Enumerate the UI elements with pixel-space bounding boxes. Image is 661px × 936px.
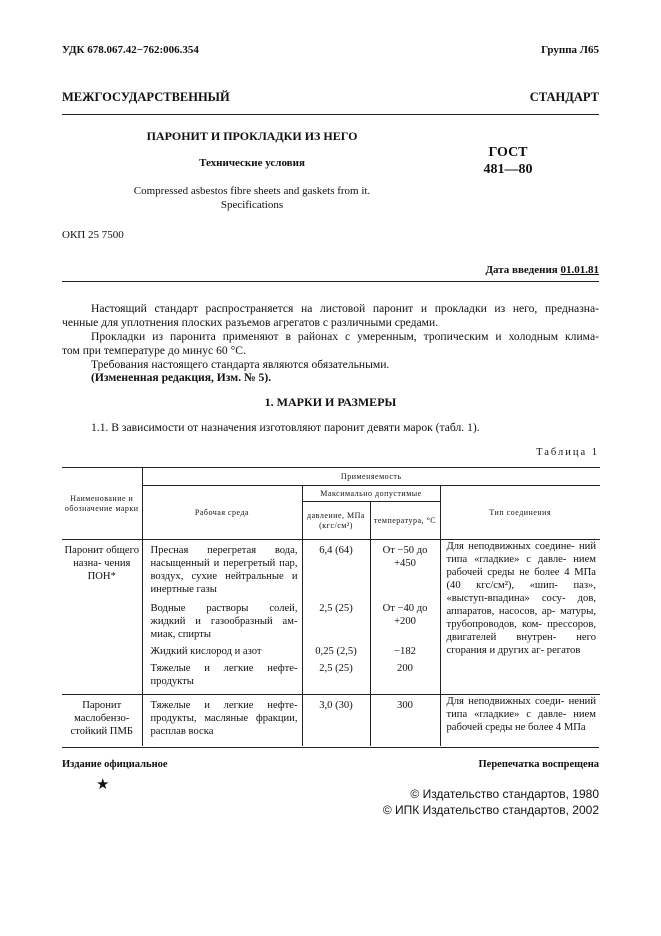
english-title-line-1: Compressed asbestos fibre sheets and gaskets from it. — [133, 185, 371, 197]
temperature-cell: 200 — [370, 658, 440, 695]
table-caption: Таблица 1 — [536, 447, 599, 458]
table-row — [62, 540, 600, 597]
banner-word-2: СТАНДАРТ — [529, 90, 599, 104]
gost-label: ГОСТ — [488, 145, 528, 160]
date-rule — [62, 281, 599, 282]
environment-cell: Тяжелые и легкие нефте- продукты — [142, 658, 302, 695]
environment-cell: Пресная перегретая вода, насыщенный и перегретый пар, воздух, сухие нейтральные и инертные газы — [142, 540, 302, 597]
header-environment: Рабочая среда — [142, 486, 302, 540]
header-applicability: Применяемость — [142, 468, 600, 486]
intro-date — [485, 264, 599, 276]
paragraph-3 — [62, 358, 599, 372]
section-title: 1. МАРКИ И РАЗМЕРЫ — [264, 395, 397, 409]
paragraph-2 — [62, 330, 599, 358]
banner-rule — [62, 114, 599, 115]
brand-name: Паронит маслобензо- стойкий ПМБ — [62, 695, 142, 747]
banner-word-1: МЕЖГОСУДАРСТВЕННЫЙ — [62, 90, 230, 104]
temperature-cell: 300 — [370, 695, 440, 747]
star-icon: ★ — [96, 777, 110, 793]
connection-cell: Для неподвижных соедине- ний типа «гладкие» с давле- нием рабочей среды не более 4 МПа (40 кгс/см²), «шип- паз», «выступ-впадина» сосу- дов, аппаратов, насосов, ар- матуры, трубопроводов, ком- прессоров, двигателей внутрен- него сгорания и других аг- регатов — [446, 541, 596, 656]
document-subtitle: Технические условия — [199, 157, 305, 169]
paragraph-line: Настоящий стандарт распространяется на листовой паронит и прокладки из него, предназна- — [91, 302, 599, 315]
document-title: ПАРОНИТ И ПРОКЛАДКИ ИЗ НЕГО — [146, 129, 358, 143]
pressure-cell: 2,5 (25) — [302, 658, 370, 695]
group-code: Группа Л65 — [541, 44, 599, 56]
header-max-allowed: Максимально допустимые — [302, 486, 440, 502]
pressure-cell: 2,5 (25) — [302, 596, 370, 641]
environment-cell: Водные растворы солей, жидкий и газообразный ам- миак, спирты — [142, 596, 302, 641]
temperature-cell: −182 — [370, 641, 440, 658]
header-name: Наименование и обозначение марки — [62, 468, 142, 540]
temperature-cell: От −50 до +450 — [370, 540, 440, 597]
header-pressure: давление, МПа (кгс/см²) — [302, 502, 370, 540]
header-connection: Тип соединения — [440, 486, 600, 540]
intro-date-label: Дата введения — [485, 264, 558, 276]
clause-1-1: 1.1. В зависимости от назначения изготовляют паронит девяти марок (табл. 1). — [91, 421, 480, 434]
environment-cell: Жидкий кислород и азот — [142, 641, 302, 658]
amendment-note — [62, 371, 599, 385]
temperature-cell: От −40 до +200 — [370, 596, 440, 641]
okp-code: ОКП 25 7500 — [62, 229, 124, 241]
brands-table — [62, 467, 600, 746]
pressure-cell: 0,25 (2,5) — [302, 641, 370, 658]
paragraph-line: Прокладки из паронита применяют в районах с умеренным, тропическим и холодным климa- — [91, 330, 599, 343]
intro-date-value: 01.01.81 — [560, 264, 599, 276]
paragraph-1 — [62, 302, 599, 330]
english-title-line-2: Specifications — [220, 199, 284, 211]
table-row — [62, 695, 600, 747]
brand-name: Паронит общего назна- чения ПОН* — [62, 540, 142, 695]
pressure-cell: 3,0 (30) — [302, 695, 370, 747]
gost-designation — [478, 144, 538, 178]
environment-cell: Тяжелые и легкие нефте- продукты, масляные фракции, расплав воска — [142, 695, 302, 747]
copyright-1980: © Издательство стандартов, 1980 — [410, 787, 599, 801]
reprint-notice: Перепечатка воспрещена — [478, 759, 599, 770]
paragraph-line: ченные для уплотнения плоских разъемов агрегатов с различными средами. — [62, 316, 439, 329]
udk-code: УДК 678.067.42−762:006.354 — [62, 44, 199, 56]
pressure-cell: 6,4 (64) — [302, 540, 370, 597]
gost-number: 481—80 — [483, 162, 533, 177]
paragraph-line: Требования настоящего стандарта являются обязательными. — [91, 358, 390, 371]
header-temperature: температура, °С — [370, 502, 440, 540]
footer-rule — [62, 747, 599, 748]
english-title — [62, 184, 442, 212]
standard-banner — [62, 90, 599, 105]
paragraph-line: том при температуре до минус 60 °С. — [62, 344, 246, 357]
edition-label: Издание официальное — [62, 759, 168, 770]
connection-cell: Для неподвижных соеди- нений типа «гладкие» с давле- нием рабочей среды не более 4 МПа — [446, 696, 596, 733]
paragraph-line: (Измененная редакция, Изм. № 5). — [91, 371, 272, 384]
copyright-2002: © ИПК Издательство стандартов, 2002 — [382, 803, 599, 817]
